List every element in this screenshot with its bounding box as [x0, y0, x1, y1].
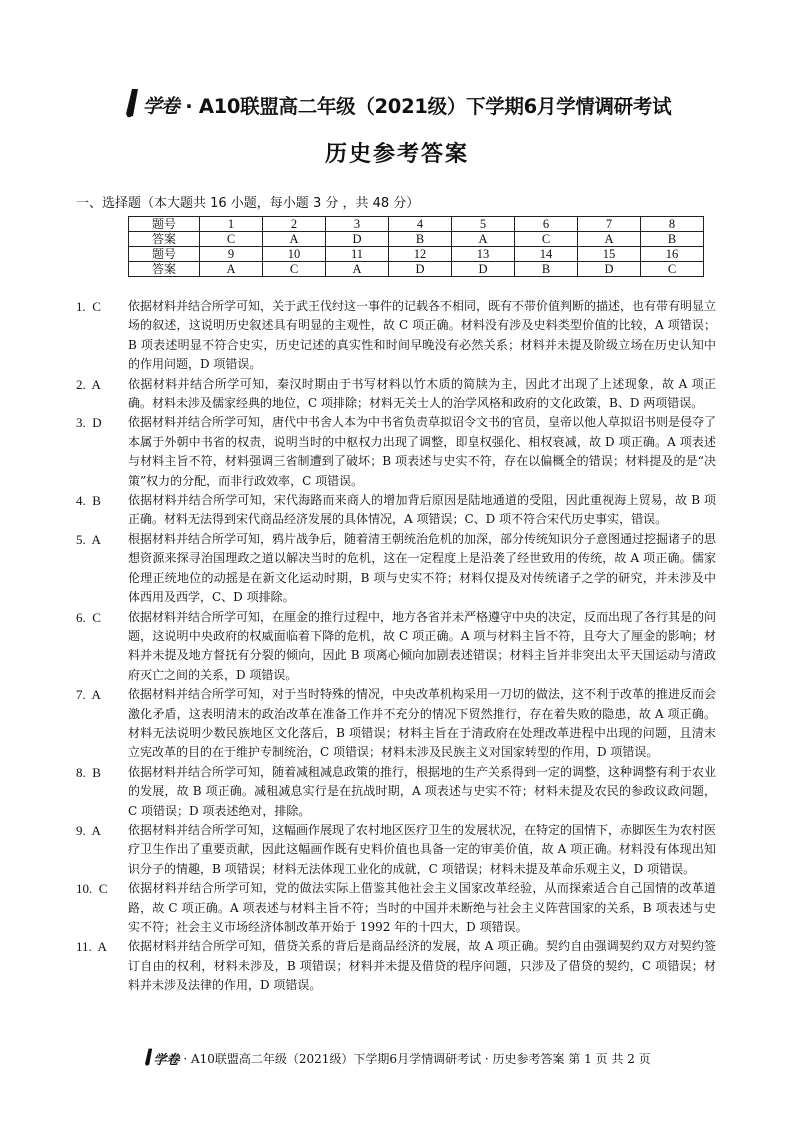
table-cell: D [578, 262, 641, 277]
item-number: 7. A [76, 687, 101, 703]
table-cell: 7 [578, 217, 641, 232]
item-text: 依据材料并结合所学可知，秦汉时期由于书写材料以竹木质的简牍为主，因此才出现了上述现象，故 A 项正确。材料未涉及儒家经典的地位，C 项排除；材料无关士人的治学风格和政府的文化政策，B、D 两项错误。 [128, 376, 716, 411]
row-label: 答案 [129, 232, 200, 247]
table-cell: B [389, 232, 452, 247]
item-number: 1. C [76, 299, 101, 314]
page-header [0, 88, 794, 128]
page-title: 历史参考答案 [324, 142, 469, 167]
table-cell: 13 [452, 247, 515, 262]
item-number: 3. D [76, 415, 102, 431]
table-cell: 5 [452, 217, 515, 232]
table-cell: 1 [200, 217, 263, 232]
table-cell: B [515, 262, 578, 277]
table-cell: A [200, 262, 263, 277]
footer-logo-text: 学卷 [153, 1053, 180, 1068]
list-item [76, 937, 716, 995]
item-number: 5. A [76, 531, 101, 547]
table-cell: C [200, 232, 263, 247]
table-cell: A [263, 232, 326, 247]
table-cell: 15 [578, 247, 641, 262]
item-text: 依据材料并结合所学可知，对于当时特殊的情况，中央改革机构采用一刀切的做法，这不利于改革的推进反而会激化矛盾，这表明清末的政治改革在准备工作并不充分的情况下贸然推行，存在着失败的隐患，故 A 项正确。材料无法说明少数民族地区文化落后，B 项错误；材料主旨在于清政府在处理改革进程中出现的问题，且清末立宪改革的目的在于维护专制统治，C 项错误；材料未涉及民族主义对国家转型的作用，D 项错误。 [128, 687, 717, 760]
row-label: 题号 [129, 217, 200, 232]
item-text: 依据材料并结合所学可知，党的做法实际上借鉴其他社会主义国家改革经验，从而探索适合自己国情的改革道路，故 C 项正确。A 项表述与材料主旨不符；当时的中国并未断绝与社会主义阵营国家的关系，B 项表述与史实不符；社会主义市场经济体制改革开始于 1992 年的十四大，D 项错误。 [128, 881, 716, 934]
table-cell: 16 [641, 247, 704, 262]
table-cell: D [326, 232, 389, 247]
list-item [76, 413, 716, 491]
table-cell: C [641, 262, 704, 277]
exam-title: · A10联盟高二年级（2021级）下学期6月学情调研考试 [178, 95, 672, 118]
item-text: 依据材料并结合所学可知，这幅画作展现了农村地区医疗卫生的发展状况，在特定的国情下，赤脚医生为农村医疗卫生作出了重要贡献，因此这幅画作既有史料价值也具备一定的审美价值，故 A 项正确。材料没有体现出知识分子的情趣，B 项错误；材料无法体现工业化的成就，C 项错误；材料未提及革命乐观主义，D 项错误。 [128, 822, 717, 876]
list-item [76, 375, 716, 414]
list-item [76, 608, 716, 686]
footer-logo-icon [143, 1048, 153, 1069]
item-number: 6. C [76, 609, 101, 625]
item-number: 2. A [76, 376, 101, 392]
item-number: 9. A [76, 822, 101, 838]
table-cell: A [326, 262, 389, 277]
table-cell: A [578, 232, 641, 247]
list-item [76, 685, 716, 763]
row-label: 题号 [129, 247, 200, 262]
item-number: 10. C [76, 881, 108, 897]
item-text: 依据材料并结合所学可知，宋代海路而来商人的增加背后原因是陆地通道的受阻，因此重视海上贸易，故 B 项正确。材料无法得到宋代商品经济发展的具体情况，A 项错误；C、D 项不符合宋代历史事实，错误。 [128, 493, 716, 527]
table-cell: 2 [263, 217, 326, 232]
footer-text: · A10联盟高二年级（2021级）下学期6月学情调研考试 · 历史参考答案 第 1 页 共 2 页 [183, 1052, 651, 1066]
table-cell: D [389, 262, 452, 277]
table-cell: C [515, 232, 578, 247]
table-cell: 11 [326, 247, 389, 262]
table-row-answer-1 [129, 232, 704, 247]
table-cell: 8 [641, 217, 704, 232]
table-cell: 6 [515, 217, 578, 232]
item-text: 依据材料并结合所学可知，借贷关系的背后是商品经济的发展，故 A 项正确。契约自由强调契约双方对契约签订自由的权利，材料未涉及，B 项错误；材料并未提及借贷的程序问题，只涉及了借贷的契约，C 项错误；材料并未涉及法律的作用，D 项错误。 [128, 939, 716, 993]
table-cell: 14 [515, 247, 578, 262]
brand-logo-text: 学卷 [142, 95, 179, 118]
list-item [76, 763, 716, 821]
table-row-answer-2 [129, 262, 704, 277]
table-cell: 12 [389, 247, 452, 262]
table-cell: C [263, 262, 326, 277]
answer-table [128, 216, 704, 277]
item-number: 8. B [76, 764, 101, 780]
item-text: 依据材料并结合所学可知，关于武王伐纣这一事件的记载各不相同，既有不带价值判断的描述，也有带有明显立场的叙述，这说明历史叙述具有明显的主观性，故 C 项正确。材料没有涉及史料类型价值的比较，A 项错误；B 项表述明显不符合史实，历史记述的真实性和时间早晚没有必然关系；材料并未提及阶级立场在历史认知中的作用问题，D 项错误。 [128, 299, 717, 372]
list-item [76, 821, 716, 879]
item-number: 11. A [76, 939, 107, 955]
section-title: 一、选择题（本大题共 16 小题，每小题 3 分 ，共 48 分） [76, 196, 420, 211]
list-item [76, 297, 716, 375]
table-cell: 9 [200, 247, 263, 262]
page-footer [0, 1048, 794, 1069]
item-text: 依据材料并结合所学可知，在厘金的推行过程中，地方各省并未严格遵守中央的决定，反而出现了各行其是的问题，这说明中央政府的权威面临着下降的危机，故 C 项正确。A 项与材料主旨不符，且夸大了厘金的影响；材料并未提及地方督抚有分裂的倾向，因此 B 项离心倾向加剧表述错误；材料主旨并非突出太平天国运动与清政府灭亡之间的关系，D 项错误。 [128, 609, 717, 682]
brand-logo-icon [123, 88, 139, 122]
item-number: 4. B [76, 493, 101, 509]
table-cell: 4 [389, 217, 452, 232]
list-item [76, 879, 716, 937]
table-cell: A [452, 232, 515, 247]
item-text: 根据材料并结合所学可知，鸦片战争后，随着清王朝统治危机的加深，部分传统知识分子意图通过挖掘诸子的思想资源来探寻治国理政之道以解决当时的危机，这在一定程度上是沿袭了经世致用的传统，故 A 项正确。儒家伦理正统地位的动摇是在新文化运动时期，B 项与史实不符；材料仅提及对传统诸子之学的研究，并未涉及中体西用及西学，C、D 项排除。 [128, 531, 717, 605]
table-cell: B [641, 232, 704, 247]
item-text: 依据材料并结合所学可知，唐代中书舍人本为中书省负责草拟诏令文书的官员，皇帝以他人草拟诏书则是侵夺了本属于外朝中书省的权责，说明当时的中枢权力出现了调整，即皇权强化、相权衰减，故 D 项正确。A 项表述与材料主旨不符，材料强调三省制遭到了破坏；B 项表述与史实不符，存在以偏概全的错误；材料提及的是“决策”权力的分配，而非行政效率，C 项错误。 [128, 415, 717, 488]
table-cell: 3 [326, 217, 389, 232]
table-row-question-2 [129, 247, 704, 262]
answer-explanations [76, 297, 716, 996]
item-text: 依据材料并结合所学可知，随着减租减息政策的推行，根据地的生产关系得到一定的调整，这种调整有利于农业的发展，故 B 项正确。减租减息实行是在抗战时期，A 项表述与史实不符；材料未提及农民的参政议政问题，C 项错误；D 项表述绝对，排除。 [128, 764, 717, 818]
row-label: 答案 [129, 262, 200, 277]
table-row-question-1 [129, 217, 704, 232]
table-cell: D [452, 262, 515, 277]
list-item [76, 530, 716, 608]
exam-title-text: A10联盟高二年级（2021级）下学期6月学情调研考试 [198, 95, 672, 118]
list-item [76, 491, 716, 530]
table-cell: 10 [263, 247, 326, 262]
